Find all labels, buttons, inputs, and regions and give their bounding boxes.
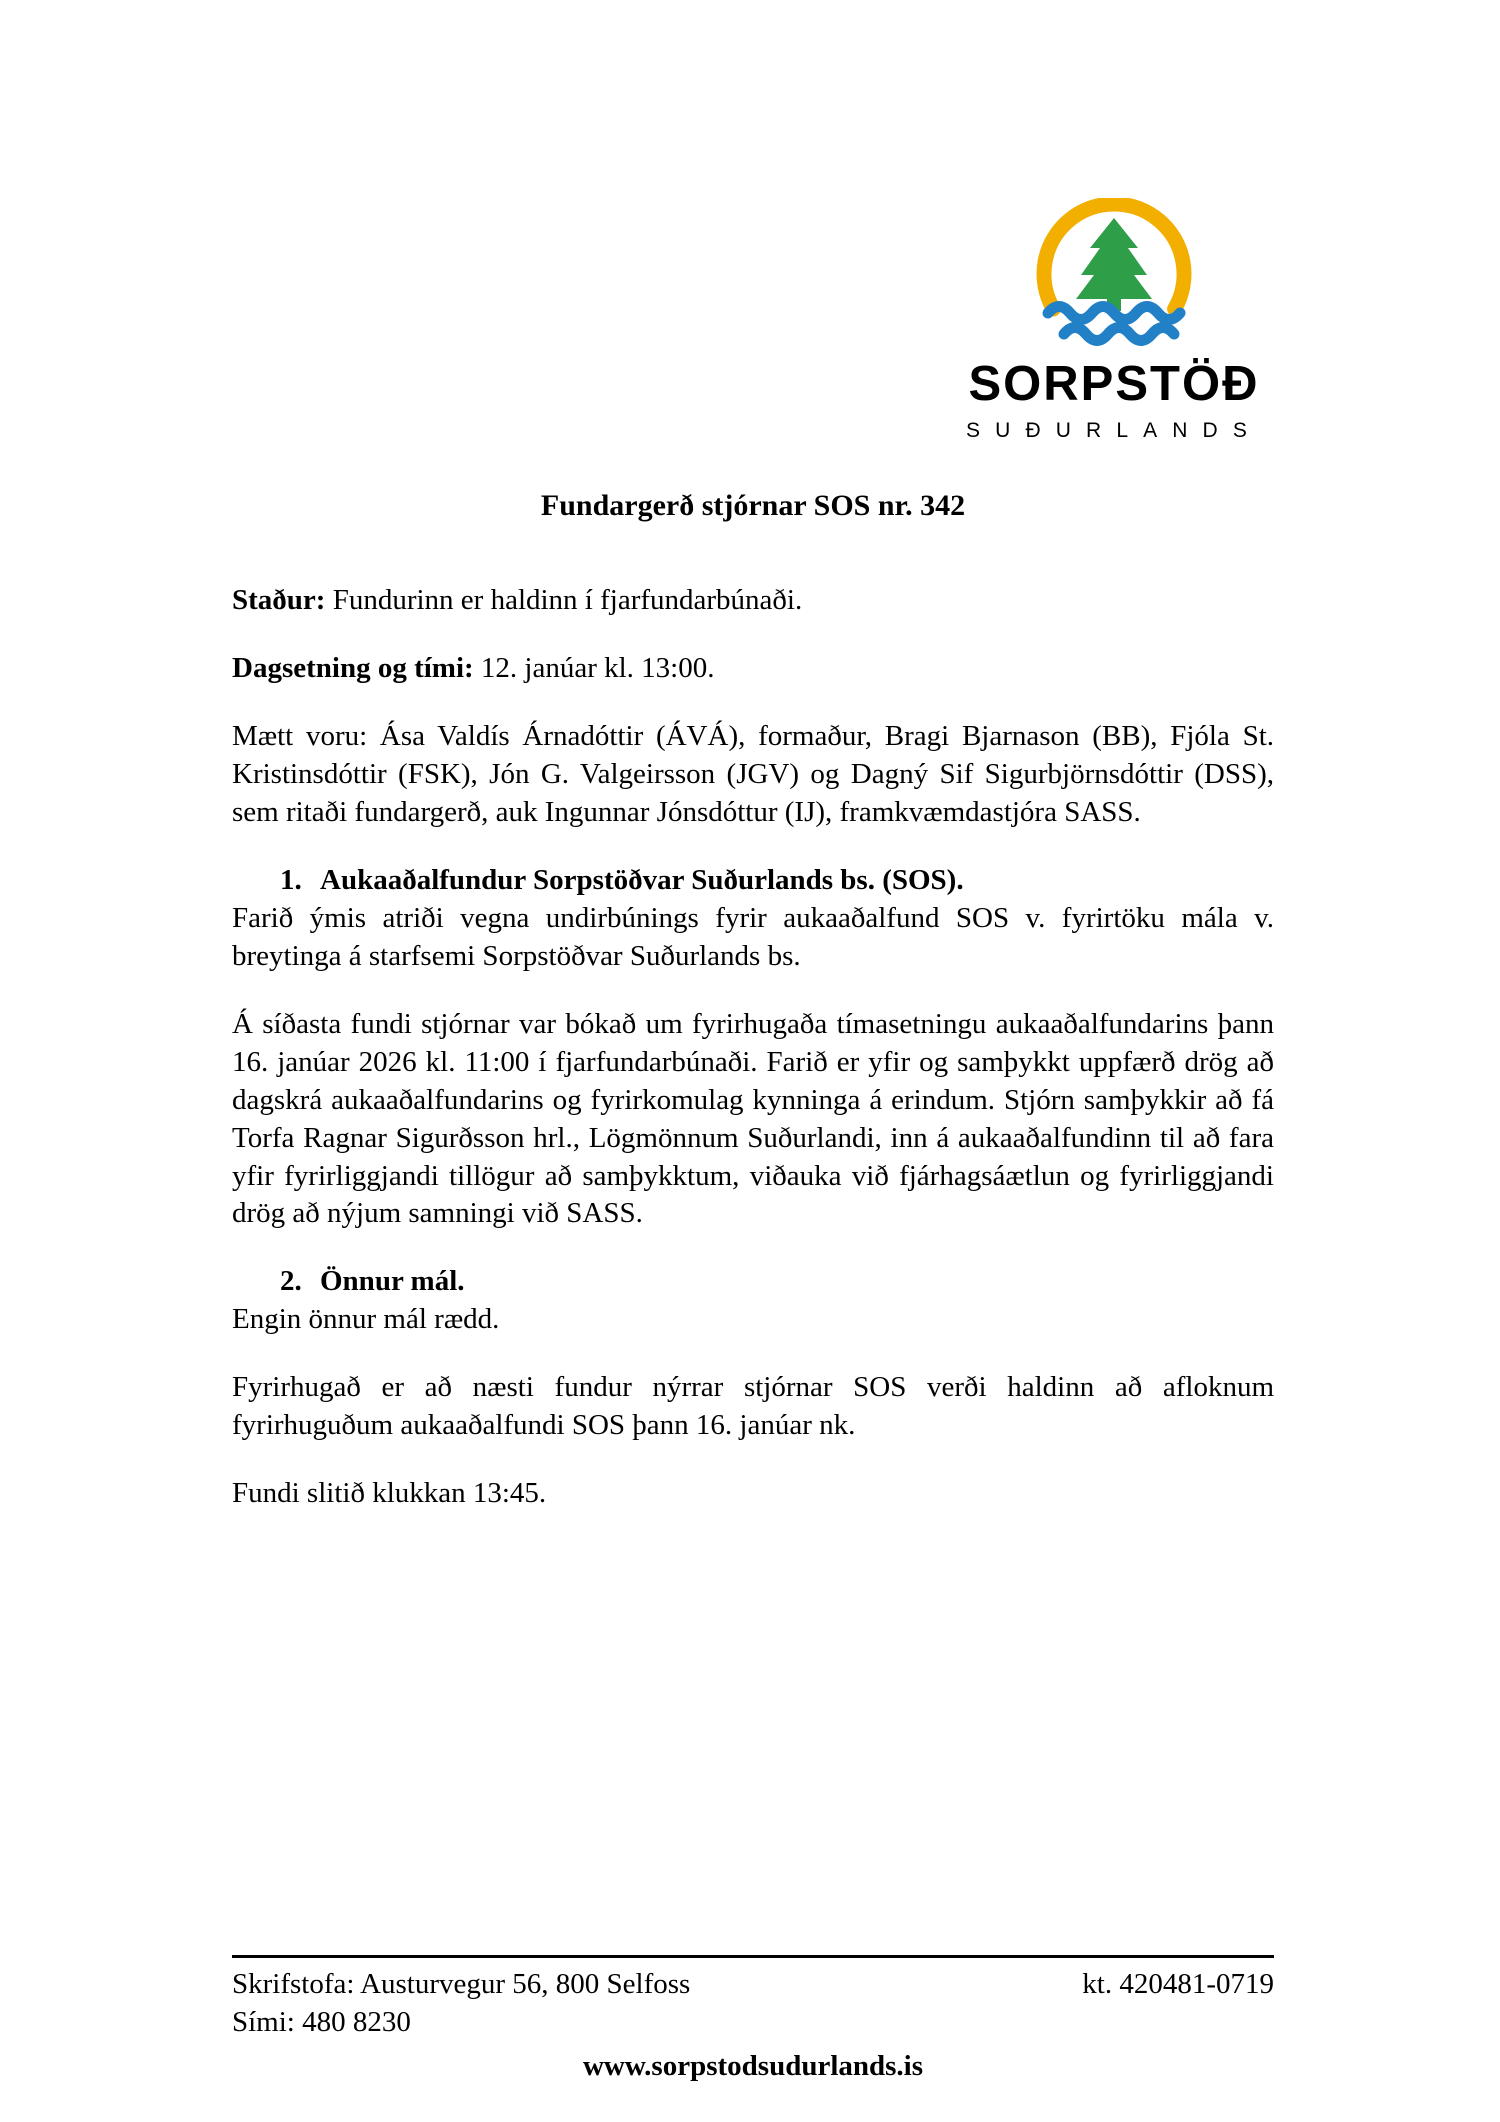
attendance-paragraph: Mætt voru: Ása Valdís Árnadóttir (ÁVÁ), formaður, Bragi Bjarnason (BB), Fjóla St. Kristinsdóttir (FSK), Jón G. Valgeirsson (JGV) og Dagný Sif Sigurbjörnsdóttir (DSS), sem ritaði fundargerð, auk Ingunnar Jónsdóttur (IJ), framkvæmdastjóra SASS. [232,719,1274,828]
footer-website: www.sorpstodsudurlands.is [582,2050,924,2083]
closing-paragraph: Fundi slitið klukkan 13:45. [232,1477,547,1510]
meta-datetime-text: 12. janúar kl. 13:00. [480,651,715,684]
meta-location [232,582,1274,620]
footer-divider [232,1955,1274,1958]
meta-location-label: Staður: [232,583,326,616]
section-1-paragraph: Á síðasta fundi stjórnar var bókað um fyrirhugaða tímasetningu aukaaðalfundarins þann 16. janúar 2026 kl. 11:00 í fjarfundarbúnaði. Farið er yfir og samþykkt uppfærð drög að dagskrá aukaaðalfundarins og fyrirkomulag kynninga á erindum. Stjórn samþykkir að fá Torfa Ragnar Sigurðsson hrl., Lögmönnum Suðurlandi, inn á aukaaðalfundinn til að fara yfir fyrirliggjandi tillögur að samþykktum, viðauka við fjárhagsáætlun og fyrirliggjandi drög að nýjum samningi við SASS. [232,1007,1274,1230]
meta-datetime-label: Dagsetning og tími: [232,651,474,684]
section-2-paragraph: Fyrirhugað er að næsti fundur nýrrar stjórnar SOS verði haldinn að afloknum fyrirhuguðum aukaaðalfundi SOS þann 16. janúar nk. [232,1371,1274,1442]
footer-row [232,1966,1274,2004]
page-title: Fundargerð stjórnar SOS nr. 342 [540,489,966,523]
tree-icon [1076,218,1152,311]
footer-kennitala: kt. 420481-0719 [1082,1968,1274,2001]
logo [954,198,1274,444]
sorpstod-logo-icon [1028,198,1200,350]
waves-icon [1064,328,1174,341]
section-2-heading [232,1263,1274,1301]
page-footer [232,1955,1274,2086]
waves-icon [1048,307,1180,320]
logo-wordmark: SORPSTÖÐ [968,357,1260,411]
footer-row [232,2004,1274,2042]
logo-subtitle: SUÐURLANDS [966,418,1262,442]
footer-phone: Sími: 480 8230 [232,2006,411,2039]
meta-datetime [232,650,1274,688]
section-2-heading-text: Önnur mál. [320,1265,465,1298]
section-2-paragraph: Engin önnur mál rædd. [232,1303,500,1336]
footer-address: Skrifstofa: Austurvegur 56, 800 Selfoss [232,1968,691,2001]
section-1-number: 1. [280,863,302,896]
section-1-heading-text: Aukaaðalfundur Sorpstöðvar Suðurlands bs. (SOS). [320,863,964,896]
section-2-number: 2. [280,1265,302,1298]
section-1-heading [232,862,1274,900]
meta-location-text: Fundurinn er haldinn í fjarfundarbúnaði. [332,583,803,616]
section-1-paragraph: Farið ýmis atriði vegna undirbúnings fyrir aukaaðalfund SOS v. fyrirtöku mála v. breytinga á starfsemi Sorpstöðvar Suðurlands bs. [232,901,1274,972]
